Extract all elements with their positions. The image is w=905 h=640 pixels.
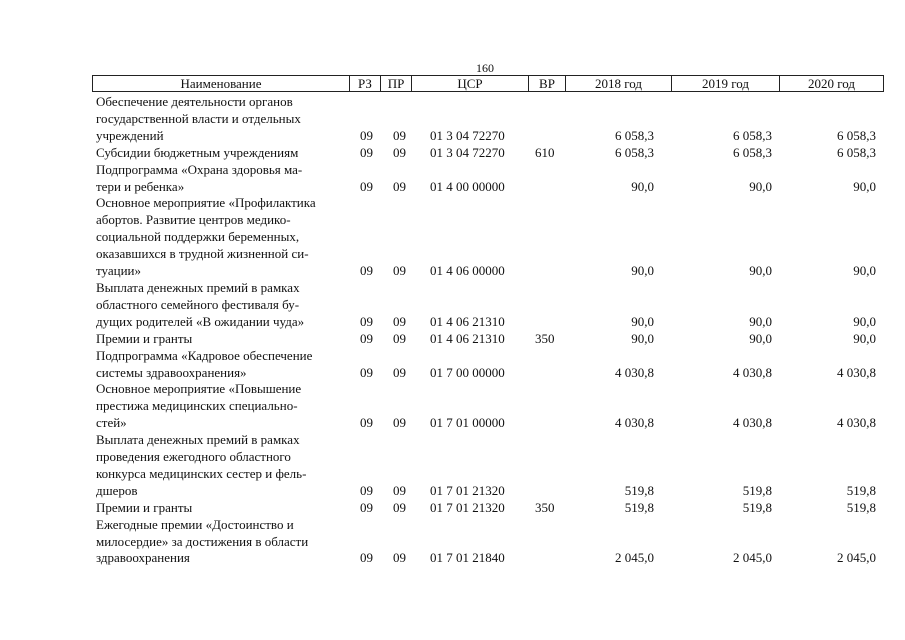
cell-vr: 350 [535,330,555,346]
cell-pr: 09 [393,482,406,498]
cell-2020: 2 045,0 [837,550,876,566]
cell-csr: 01 3 04 72270 [430,127,505,143]
cell-name: Выплата денежных премий в рамках областного семейного фестиваля бу- дущих родителей «В ожидании чуда» [96,279,305,329]
table-row [0,381,905,432]
cell-rz: 09 [360,313,373,329]
cell-csr: 01 4 06 21310 [430,313,505,329]
cell-rz: 09 [360,263,373,279]
header-name: Наименование [180,76,262,91]
cell-csr: 01 7 01 00000 [430,415,505,431]
table-row [0,331,905,348]
cell-2018: 6 058,3 [615,144,654,160]
cell-csr: 01 4 06 00000 [430,263,505,279]
cell-rz: 09 [360,550,373,566]
cell-name: Субсидии бюджетным учреждениям [96,144,299,160]
table-body [0,94,905,567]
cell-csr: 01 7 01 21320 [430,482,505,498]
table-row [0,195,905,280]
cell-2020: 519,8 [846,482,876,498]
cell-csr: 01 4 00 00000 [430,178,505,194]
cell-2019: 519,8 [742,499,772,515]
page-number: 160 [476,61,494,75]
cell-pr: 09 [393,415,406,431]
cell-2020: 6 058,3 [837,127,876,143]
cell-pr: 09 [393,313,406,329]
header-pr: ПР [380,76,411,91]
cell-2019: 4 030,8 [733,415,772,431]
cell-2019: 90,0 [749,178,772,194]
cell-pr: 09 [393,499,406,515]
cell-2019: 6 058,3 [733,127,772,143]
cell-2020: 90,0 [853,178,876,194]
header-rz: РЗ [349,76,380,91]
cell-name: Подпрограмма «Кадровое обеспечение системы здравоохранения» [96,347,313,380]
cell-2018: 90,0 [631,313,654,329]
cell-2019: 90,0 [749,330,772,346]
cell-2018: 90,0 [631,178,654,194]
cell-2019: 6 058,3 [733,144,772,160]
cell-name: Премии и гранты [96,499,193,515]
cell-2020: 90,0 [853,313,876,329]
header-2020: 2020 год [779,76,883,91]
cell-2019: 4 030,8 [733,364,772,380]
cell-name: Основное мероприятие «Профилактика абортов. Развитие центров медико- социальной поддержки беременных, оказавшихся в трудной жизненной си- туации» [96,195,316,279]
cell-rz: 09 [360,499,373,515]
cell-rz: 09 [360,415,373,431]
cell-vr: 350 [535,499,555,515]
cell-name: Ежегодные премии «Достоинство и милосердие» за достижения в области здравоохранения [96,516,309,566]
cell-2018: 519,8 [624,482,654,498]
cell-csr: 01 3 04 72270 [430,144,505,160]
cell-name: Подпрограмма «Охрана здоровья ма- тери и ребенка» [96,161,303,194]
cell-2020: 90,0 [853,330,876,346]
table-row [0,162,905,196]
cell-csr: 01 7 01 21840 [430,550,505,566]
cell-2019: 2 045,0 [733,550,772,566]
cell-pr: 09 [393,263,406,279]
table-row [0,432,905,500]
cell-2019: 519,8 [742,482,772,498]
cell-2018: 4 030,8 [615,364,654,380]
cell-2018: 90,0 [631,330,654,346]
table-row [0,280,905,331]
cell-rz: 09 [360,127,373,143]
cell-pr: 09 [393,178,406,194]
table-header [92,75,884,92]
cell-2020: 4 030,8 [837,364,876,380]
header-2019: 2019 год [671,76,779,91]
cell-csr: 01 4 06 21310 [430,330,505,346]
table-row [0,145,905,162]
cell-2020: 4 030,8 [837,415,876,431]
cell-2020: 90,0 [853,263,876,279]
cell-2018: 2 045,0 [615,550,654,566]
header-vr: ВР [528,76,565,91]
cell-rz: 09 [360,482,373,498]
header-2018: 2018 год [565,76,671,91]
cell-2020: 6 058,3 [837,144,876,160]
cell-rz: 09 [360,364,373,380]
cell-rz: 09 [360,144,373,160]
cell-pr: 09 [393,550,406,566]
cell-vr: 610 [535,144,555,160]
table-row [0,517,905,568]
cell-csr: 01 7 00 00000 [430,364,505,380]
cell-name: Основное мероприятие «Повышение престижа медицинских специально- стей» [96,381,302,431]
cell-name: Премии и гранты [96,330,193,346]
cell-2019: 90,0 [749,313,772,329]
table-row [0,94,905,145]
cell-2020: 519,8 [846,499,876,515]
cell-pr: 09 [393,144,406,160]
cell-rz: 09 [360,330,373,346]
header-csr: ЦСР [411,76,528,91]
cell-pr: 09 [393,330,406,346]
cell-rz: 09 [360,178,373,194]
table-row [0,348,905,382]
table-row [0,500,905,517]
cell-name: Выплата денежных премий в рамках проведения ежегодного областного конкурса медицинских сестер и фель- дшеров [96,432,307,498]
cell-2018: 90,0 [631,263,654,279]
cell-pr: 09 [393,127,406,143]
cell-2019: 90,0 [749,263,772,279]
cell-name: Обеспечение деятельности органов государственной власти и отдельных учреждений [96,94,301,143]
cell-pr: 09 [393,364,406,380]
cell-csr: 01 7 01 21320 [430,499,505,515]
cell-2018: 4 030,8 [615,415,654,431]
cell-2018: 519,8 [624,499,654,515]
cell-2018: 6 058,3 [615,127,654,143]
